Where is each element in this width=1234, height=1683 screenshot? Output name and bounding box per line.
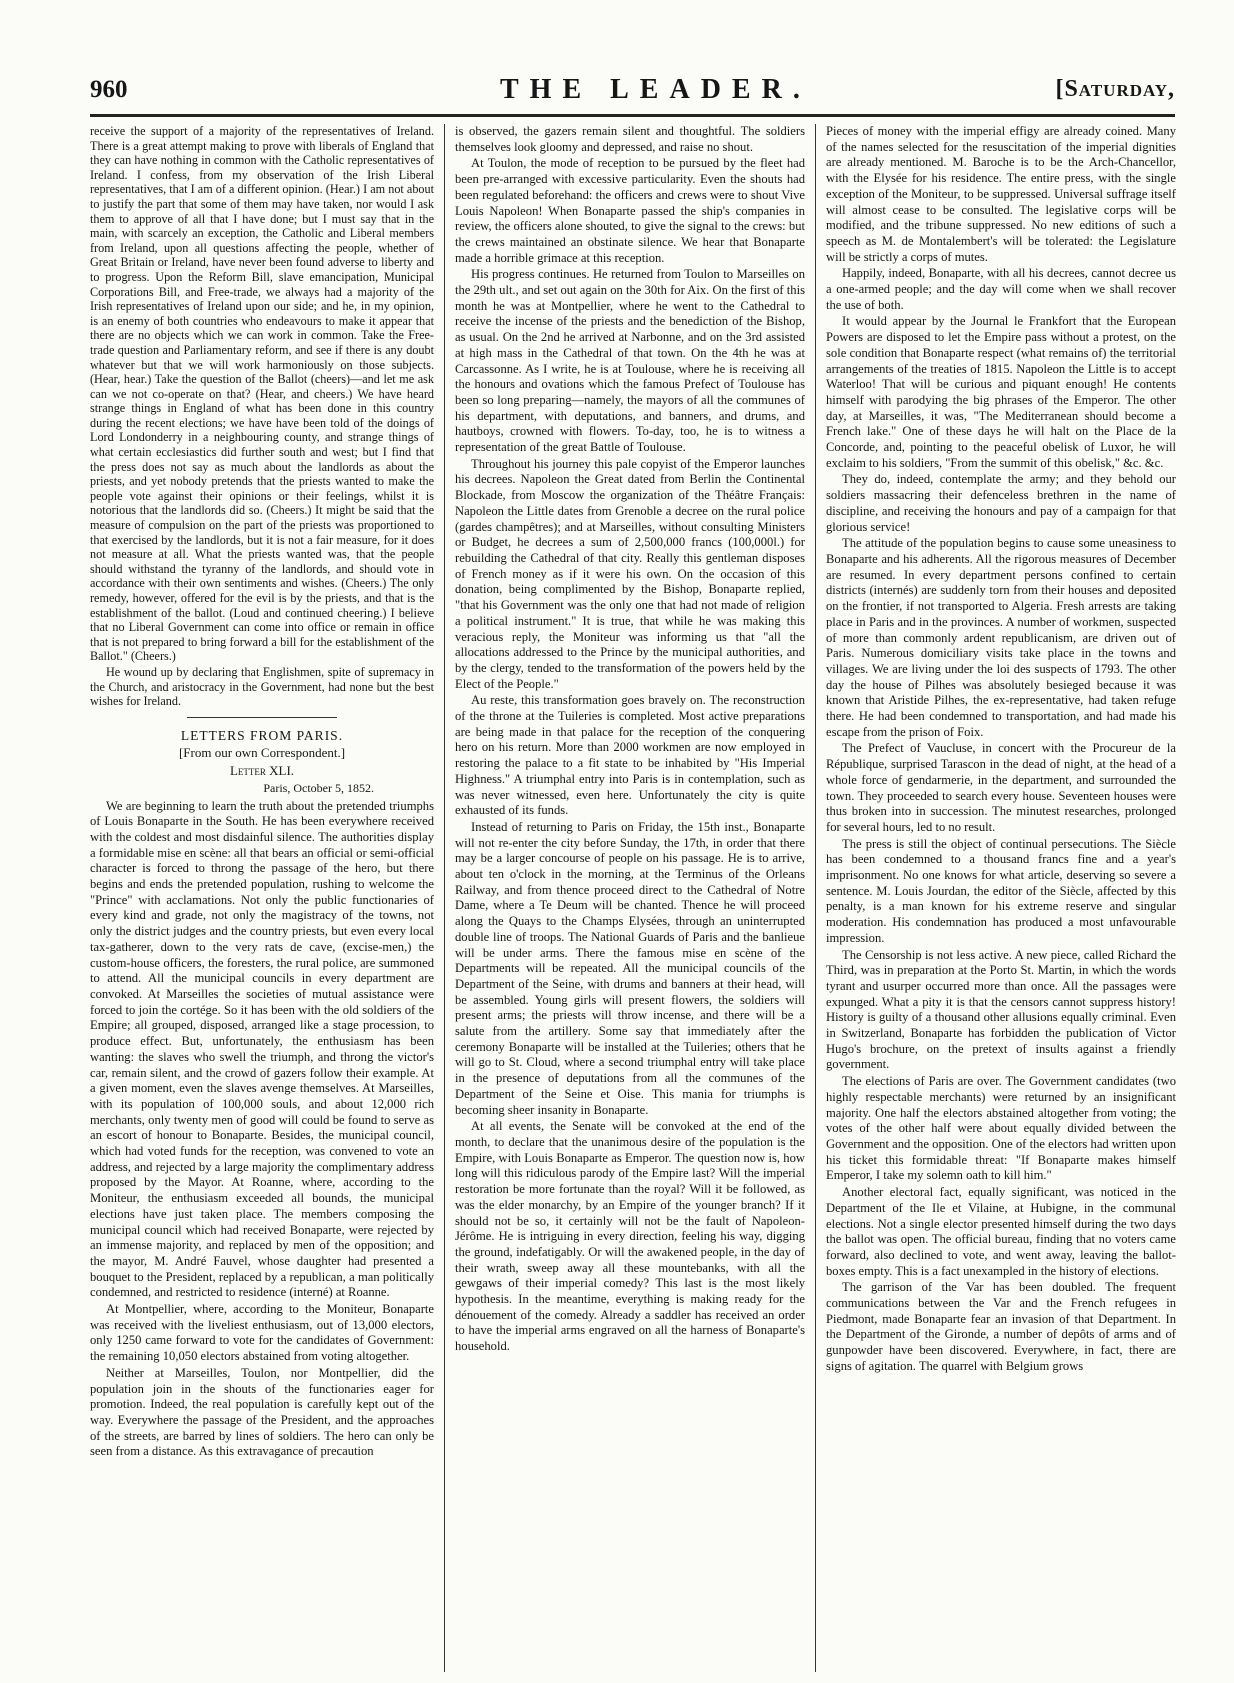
section-subheading: [From our own Correspondent.] <box>178 745 346 761</box>
paragraph: We are beginning to learn the truth about the pretended triumphs of Louis Bonaparte in the South. He has been everywhere received with the coldest and most disdainful silence. The authorities display a formidable mise en scène: all that bears an official or semi-official character is forced to throng the passage of the hero, but there begins and ends the pretended population, rushing to welcome the "Prince" with acclamations. Not only the public functionaries of every kind and grade, not only the magistracy of the towns, not only the district judges and the country priests, but even every local tax-gatherer, down to the very rats de cave, (excise-men,) the custom-house officers, the foresters, the rural police, are summoned to attend. All the municipal councils in every department are convoked. At Marseilles the societies of mutual assistance were forced to join the cortége. So it has been with the old soldiers of the Empire; all grouped, disposed, arranged like a stage procession, to produce effect. But, unfortunately, the enthusiasm has been wanting: the slaves who swell the triumph, and throng the victor's car, remain silent, and the crowd of gazers follow their example. At a given moment, even the slaves avenge themselves. At Marseilles, with its population of 100,000 souls, and about 12,000 rich merchants, only twenty men of good will could be found to serve as an escort of honour to Bonaparte. Besides, the municipal council, which had voted funds for the reception, was convened to vote an address, and rejected by a large majority the complimentary address proposed by the Mayor. At Roanne, where, according to the Moniteur, the enthusiasm exceeded all bounds, the municipal elections have just taken place. The members composing the municipal council which had received Bonaparte, were rejected by an immense majority, and replaced by men of the opposition; and the mayor, M. André Fauvel, whose daughter had presented a bouquet to the President, replaced by a republican, a man politically condemned, and restricted to residence (interné) at Roanne. <box>90 798 434 1300</box>
paragraph: His progress continues. He returned from Toulon to Marseilles on the 29th ult., and set out again on the 30th for Aix. On the first of this month he was at Montpellier, where he went to the Cathedral to receive the incense of the priests and the benediction of the Bishop, as usual. On the 2nd he arrived at Narbonne, and on the 3rd assisted at high mass in the Cathedral of that town. On the 4th he was at Carcassonne. As I write, he is at Toulouse, where he is receiving all the honours and ovations which the famous Prefect of Toulouse has been so long preparing—namely, the mayors of all the communes of his department, with deputations, and banners, and drums, and hautboys, crowned with flowers. To-day, too, he is to witness a representation of the great Battle of Toulouse. <box>455 267 805 455</box>
column-1 <box>90 124 434 1672</box>
paragraph: At Montpellier, where, according to the Moniteur, Bonaparte was received with the liveliest enthusiasm, out of 13,000 electors, only 1250 came forward to vote for the candidates of Government: the remaining 10,050 electors abstained from voting altogether. <box>90 1302 434 1364</box>
newspaper-title: THE LEADER. <box>500 74 811 105</box>
paragraph: It would appear by the Journal le Frankfort that the European Powers are disposed to let the Empire pass without a protest, on the sole condition that Bonaparte respect (what remains of) the territorial arrangements of the treaties of 1815. Napoleon the Little is to accept Waterloo! That will be curious and piquant enough! He contents himself with parodying the big phrases of the Emperor. The other day, at Marseilles, it was, "The Mediterranean should become a French lake." One of these days he will halt on the Place de la Concorde, and, pointing to the peaceful obelisk of Luxor, he will exclaim to his soldiers, "From the summit of this obelisk," &c. &c. <box>826 314 1176 470</box>
paragraph: At all events, the Senate will be convoked at the end of the month, to declare that the unanimous desire of the population is the Empire, with Louis Bonaparte as Emperor. The question now is, how long will this ridiculous parody of the Empire last? Will the imperial restoration be more fortunate than the royal? Will it be followed, as was the elder monarchy, by an Empire of the younger branch? If it should not be so, it certainly will not be the fault of Napoleon-Jérôme. He is intriguing in every direction, feeling his way, digging the ground, indefatigably. Or will the awakened people, in the day of their wrath, sweep away all these mountebanks, with all the gewgaws of their imperial comedy? This last is the most likely hypothesis. In the meantime, everything is making ready for the dénouement of the comedy. Already a saddler has received an order to have the imperial arms engraved on all the harness of Bonaparte's household. <box>455 1119 805 1354</box>
paragraph: Instead of returning to Paris on Friday, the 15th inst., Bonaparte will not re-enter the city before Sunday, the 17th, in order that there may be a larger concourse of people on his passage. He is to arrive, about ten o'clock in the morning, at the Terminus of the Orleans Railway, and from thence proceed direct to the Cathedral of Notre Dame, where a Te Deum will be chanted. Thence he will proceed along the Quays to the Champs Elysées, through an uninterrupted double line of troops. The National Guards of Paris and the banlieue will be under arms. There the famous mise en scène of the Departments will be repeated. All the municipal councils of the Department of the Seine, with drums and banners at their head, will be assembled. Young girls will present flowers, the soldiers will present arms; the priests will throw incense, and there will be a salute from the artillery. Some say that immediately after the ceremony Bonaparte will be installed at the Tuileries; others that he will go to St. Cloud, where a second triumphal entry will take place in the presence of deputations from all the communes of the Department of the Seine et Oise. This mania for triumphs is becoming sheer insanity in Bonaparte. <box>455 819 805 1117</box>
paragraph: The Censorship is not less active. A new piece, called Richard the Third, was in preparation at the Porto St. Martin, in which the words tyrant and usurper occurred more than once. All the passages were expunged. What a pity it is that the censors cannot suppress history! History is guilty of a thousand other allusions equally criminal. Even in Switzerland, Bonaparte has forbidden the publication of Victor Hugo's brochure, on the pretext of insults against a friendly government. <box>826 947 1176 1072</box>
speech-report <box>90 124 434 709</box>
column-divider <box>815 124 816 1672</box>
paragraph: The attitude of the population begins to cause some uneasiness to Bonaparte and his adherents. All the rigorous measures of December are resumed. In every department persons confined to certain districts (internés) are suddenly torn from their houses and deposited on the frontier, if not transported to Algeria. Fresh arrests are taking place in Paris and in the provinces. A number of workmen, suspected of more than commonly ardent republicanism, are driven out of Paris. Numerous domiciliary visits take place in the towns and villages. We are living under the loi des suspects of 1793. The other day the house of Pilhes was absolutely besieged because it was known that Aristide Pilhes, the ex-representative, had taken refuge there. He had been condemned to transportation, and had made his escape from the prison of Foix. <box>826 536 1176 739</box>
dateline: Paris, October 5, 1852. <box>263 780 374 795</box>
paragraph: is observed, the gazers remain silent and thoughtful. The soldiers themselves look gloomy and depressed, and raise no shout. <box>455 124 805 154</box>
paragraph: The Prefect of Vaucluse, in concert with the Procureur de la République, surprised Tarascon in the dead of night, at the head of a whole force of gendarmerie, in the department, and surrounded the town. They proceeded to search every house. Seventeen houses were thus broken into in succession. The minutest researches, prolonged for several hours, led to no result. <box>826 741 1176 834</box>
column-2 <box>455 124 805 1672</box>
paragraph: The elections of Paris are over. The Government candidates (two highly respectable merchants) were returned by an insignificant majority. One half the electors abstained altogether from voting; the votes of the other half were about equally divided between the Government and the opposition. One of the electors had written upon his ticket this formidable threat: "If Bonaparte makes himself Emperor, I take my solemn oath to kill him." <box>826 1074 1176 1183</box>
paragraph: receive the support of a majority of the representatives of Ireland. There is a great attempt making to prove with liberals of England that they can have nothing in common with the Catholic representatives of Ireland. I confess, from my observation of the Irish Liberal representatives, that I am of a different opinion. (Hear.) I am not about to justify the part that some of them may have taken, nor would I ask them to approve of all that I have done; but I must say that in the main, with scarcely an exception, the Catholic and Liberal members from Ireland, upon all questions affecting the people, whether of Great Britain or Ireland, have never been found adverse to liberty and to progress. Upon the Reform Bill, slave emancipation, Municipal Corporations Bill, and Free-trade, we always had a majority of the Irish representatives of Ireland upon our side; and he, in my opinion, is an enemy of both countries who endeavours to make it appear that there are no objects which we can work in common. Take the Free-trade question and Parliamentary reform, and see if there is any doubt whatever but that we will work harmoniously on those subjects. (Hear, hear.) Take the question of the Ballot (cheers)—and let me ask can we not co-operate on that? (Hear, and cheers.) We have heard strange things in England of what has been done in this country during the recent elections; we have have been told of the doings of Lord Londonderry in a neighbouring county, and strange things of what certain ecclesiastics did further south and west; but I find that the press does not say as much about the landlords as about the priests, and yet nobody pretends that the priests wanted to make the people vote against their opinions or their feelings, whilst it is notorious that the landlords did so. (Cheers.) It might be said that the measure of compulsion on the part of the priests was proportioned to that exercised by the landlords, but it is not a fair measure, for it does not measure at all. What the priests wanted was, that the people should withstand the tyranny of the landlords, and should vote in accordance with their own sentiments and wishes. (Cheers.) The only remedy, however, offered for the evil is by the priests, and that is the establishment of the ballot. (Loud and continued cheering.) I believe that no Liberal Government can come into office or remain in office that is not prepared to bring forward a bill for the establishment of the Ballot." (Cheers.) <box>90 124 434 664</box>
paragraph: The garrison of the Var has been doubled. The frequent communications between the Var and the French refugees in Piedmont, made Bonaparte fear an invasion of that Department. In the Department of the Gironde, a number of depôts of arms and of gunpowder have been discovered. Everywhere, in fact, there are signs of agitation. The quarrel with Belgium grows <box>826 1280 1176 1373</box>
paragraph: Au reste, this transformation goes bravely on. The reconstruction of the throne at the Tuileries is completed. Most active preparations are being made in that palace for the reception of the conquering hero on his return. More than 2000 workmen are now employed in restoring the palace to a fit state to be inhabited by "His Imperial Highness." A triumphal entry into Paris is in contemplation, such as was never witnessed, even here. Unfortunately the city is quite exhausted of its funds. <box>455 693 805 818</box>
page-number: 960 <box>90 76 128 103</box>
column-3 <box>826 124 1176 1672</box>
paragraph: They do, indeed, contemplate the army; and they behold our soldiers massacring their defenceless brethren in the name of discipline, and receiving the honours and pay of a campaign for that glorious service! <box>826 472 1176 534</box>
section-separator <box>187 717 337 718</box>
paragraph: The press is still the object of continual persecutions. The Siècle has been condemned to a thousand francs fine and a year's imprisonment. No one knows for what article, deserving so severe a sentence. M. Louis Jourdan, the editor of the Siècle, affected by this penalty, is a man known for his extreme reserve and singular moderation. His condemnation has produced a most unfavourable impression. <box>826 836 1176 945</box>
paragraph: Throughout his journey this pale copyist of the Emperor launches his decrees. Napoleon the Great dated from Berlin the Continental Blockade, from Moscow the organization of the Théâtre Français: Napoleon the Little dates from Grenoble a decree on the rural police (gardes champêtres); and at Marseilles, without consulting Ministers or Budget, he decrees a sum of 2,500,000 francs (100,000l.) for rebuilding the Cathedral of that city. Really this gentleman disposes of French money as if it were his own. On the occasion of this donation, being complimented by the Bishop, Bonaparte replied, "that his Government was the only one that had not made of religion a political instrument." It is true, that while he was making this veracious reply, the Moniteur was informing us that "all the allocations addressed to the Prince by the municipal authorities, and by the clergy, tended to the transformation of the powers held by the Elect of the People." <box>455 456 805 691</box>
letter-number: Letter XLI. <box>229 763 295 779</box>
paragraph: He wound up by declaring that Englishmen, spite of supremacy in the Church, and aristocracy in the Government, had none but the best wishes for Ireland. <box>90 664 434 709</box>
paragraph: Another electoral fact, equally significant, was noticed in the Department of the Ile et Vilaine, at Hubigne, in the communal elections. Not a single elector presented himself during the two days the ballot was open. The official bureau, finding that no voters came forward, also declined to vote, and went away, leaving the ballot-boxes empty. This is a fact unexampled in the history of elections. <box>826 1185 1176 1278</box>
header-rule <box>90 114 1175 117</box>
issue-day: [Saturday, <box>1055 76 1175 102</box>
paragraph: Happily, indeed, Bonaparte, with all his decrees, cannot decree us a one-armed people; and the day will come when we shall recover the use of both. <box>826 266 1176 312</box>
section-heading: LETTERS FROM PARIS. <box>180 727 344 743</box>
paragraph: Neither at Marseilles, Toulon, nor Montpellier, did the population join in the shouts of the functionaries eager for promotion. Indeed, the real population is carefully kept out of the way. Everywhere the passage of the President, and the approaches of the streets, are barred by lines of soldiers. The hero can only be seen from a distance. As this extravagance of precaution <box>90 1365 434 1459</box>
paragraph: Pieces of money with the imperial effigy are already coined. Many of the names selected for the resuscitation of the imperial dignities are already mentioned. M. Baroche is to be the Arch-Chancellor, with the Elysée for his residence. The entire press, with the single exception of the Moniteur, to be suppressed. Universal suffrage itself will almost cease to be consulted. The legislative corps will be modified, and the tribune suppressed. No new editions of such a speech as M. de Montalembert's will be tolerated: the Legislature will be strictly a corps of mutes. <box>826 124 1176 264</box>
paragraph: At Toulon, the mode of reception to be pursued by the fleet had been pre-arranged with excessive particularity. Even the shouts had been regulated beforehand: the officers and crews were to shout Vive Louis Napoleon! When Bonaparte passed the ship's companies in review, the officers alone shouted, to give the signal to the crews: but the crews maintained an obstinate silence. We hear that Bonaparte made a horrible grimace at this reception. <box>455 156 805 265</box>
masthead <box>90 74 1175 110</box>
column-divider <box>444 124 445 1672</box>
